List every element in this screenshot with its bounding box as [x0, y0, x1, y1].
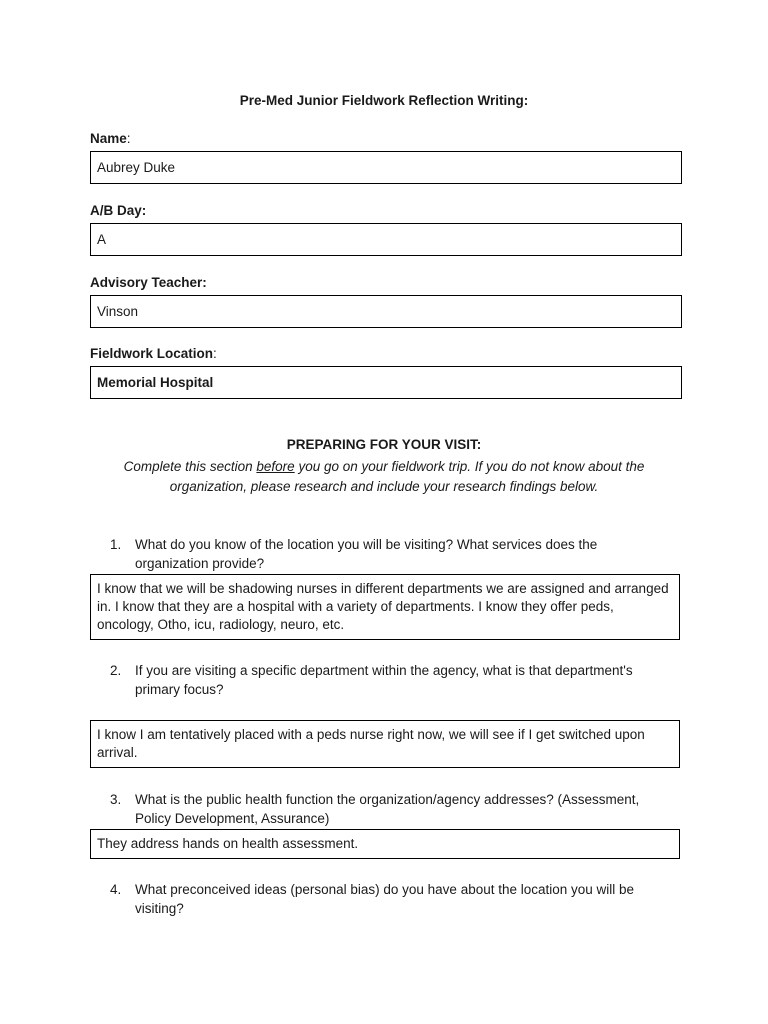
question-number: 2. — [110, 663, 122, 678]
advisory-teacher-field[interactable]: Vinson — [90, 295, 682, 328]
document-title: Pre-Med Junior Fieldwork Reflection Writing: — [239, 93, 529, 108]
question-number: 4. — [110, 882, 122, 897]
question-4 — [110, 880, 670, 918]
fieldwork-location-field[interactable]: Memorial Hospital — [90, 366, 682, 399]
answer-1-field[interactable]: I know that we will be shadowing nurses in different departments we are assigned and arranged in. I know that they are a hospital with a variety of departments. I know they offer peds, oncology, Otho, icu, radiology, neuro, etc. — [90, 574, 680, 640]
ab-day-label: A/B Day: — [90, 203, 147, 218]
question-text: If you are visiting a specific department within the agency, what is that department's primary focus? — [135, 663, 633, 697]
question-3 — [110, 790, 670, 828]
question-2 — [110, 661, 670, 699]
answer-2-field[interactable]: I know I am tentatively placed with a peds nurse right now, we will see if I get switched upon arrival. — [90, 720, 680, 768]
answer-3-field[interactable]: They address hands on health assessment. — [90, 829, 680, 859]
question-number: 1. — [110, 537, 122, 552]
advisory-teacher-label: Advisory Teacher: — [90, 275, 207, 290]
question-text: What is the public health function the organization/agency addresses? (Assessment, Policy Development, Assurance) — [135, 792, 640, 826]
fieldwork-location-label: Fieldwork Location: — [90, 346, 217, 361]
section-instructions: Complete this section before you go on your fieldwork trip. If you do not know about the organization, please research and include your research findings below. — [123, 459, 645, 494]
question-number: 3. — [110, 792, 122, 807]
name-label: Name: — [90, 131, 131, 146]
question-text: What preconceived ideas (personal bias) do you have about the location you will be visiting? — [135, 882, 635, 916]
name-field[interactable]: Aubrey Duke — [90, 151, 682, 184]
ab-day-field[interactable]: A — [90, 223, 682, 256]
question-1 — [110, 535, 670, 573]
section-heading: PREPARING FOR YOUR VISIT: — [286, 437, 482, 452]
question-text: What do you know of the location you will be visiting? What services does the organization provide? — [135, 537, 598, 571]
